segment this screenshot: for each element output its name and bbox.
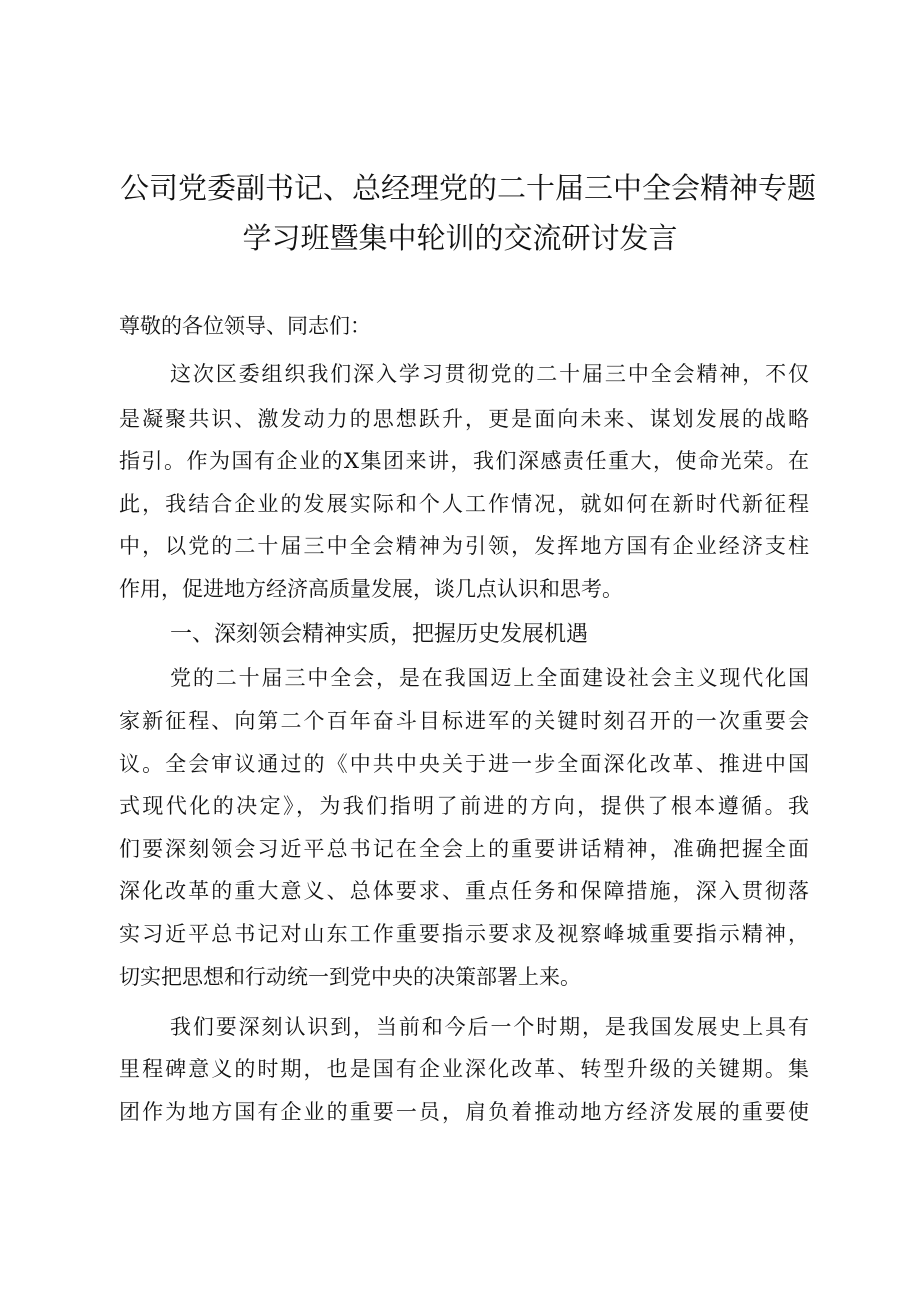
salutation: 尊敬的各位领导、同志们： bbox=[119, 314, 371, 338]
paragraph-3-line-2: 里程碑意义的时期，也是国有企业深化改革、转型升级的关键期。集 bbox=[119, 1057, 809, 1081]
document-title-line-1: 公司党委副书记、总经理党的二十届三中全会精神专题 bbox=[120, 171, 817, 205]
paragraph-1-line-6: 作用，促进地方经济高质量发展，谈几点认识和思考。 bbox=[119, 577, 623, 601]
paragraph-3-line-1: 我们要深刻认识到，当前和今后一个时期，是我国发展史上具有 bbox=[170, 1015, 809, 1039]
paragraph-3-line-3: 团作为地方国有企业的重要一员，肩负着推动地方经济发展的重要使 bbox=[119, 1100, 809, 1124]
paragraph-1-line-5: 中，以党的二十届三中全会精神为引领，发挥地方国有企业经济支柱 bbox=[119, 534, 809, 558]
paragraph-1-line-2: 是凝聚共识、激发动力的思想跃升，更是面向未来、谋划发展的战略 bbox=[119, 407, 809, 431]
paragraph-2-line-6: 深化改革的重大意义、总体要求、重点任务和保障措施，深入贯彻落 bbox=[119, 879, 809, 903]
section-1-heading: 一、深刻领会精神实质，把握历史发展机遇 bbox=[170, 622, 589, 647]
paragraph-2-line-5: 们要深刻领会习近平总书记在全会上的重要讲话精神，准确把握全面 bbox=[119, 837, 809, 861]
paragraph-2-line-8: 切实把思想和行动统一到党中央的决策部署上来。 bbox=[119, 965, 581, 989]
paragraph-2-line-1: 党的二十届三中全会，是在我国迈上全面建设社会主义现代化国 bbox=[170, 666, 809, 690]
paragraph-1-line-4: 此，我结合企业的发展实际和个人工作情况，就如何在新时代新征程 bbox=[119, 492, 809, 516]
paragraph-2-line-2: 家新征程、向第二个百年奋斗目标进军的关键时刻召开的一次重要会 bbox=[119, 709, 809, 733]
paragraph-2-line-7: 实习近平总书记对山东工作重要指示要求及视察峰城重要指示精神， bbox=[119, 922, 809, 946]
paragraph-2-line-3: 议。全会审议通过的《中共中央关于进一步全面深化改革、推进中国 bbox=[119, 752, 809, 776]
paragraph-1-line-1: 这次区委组织我们深入学习贯彻党的二十届三中全会精神，不仅 bbox=[170, 362, 809, 386]
paragraph-1-line-3: 指引。作为国有企业的X集团来讲，我们深感责任重大，使命光荣。在 bbox=[119, 449, 809, 473]
document-title-line-2: 学习班暨集中轮训的交流研讨发言 bbox=[242, 221, 678, 255]
paragraph-2-line-4: 式现代化的决定》，为我们指明了前进的方向，提供了根本遵循。我 bbox=[119, 794, 809, 818]
